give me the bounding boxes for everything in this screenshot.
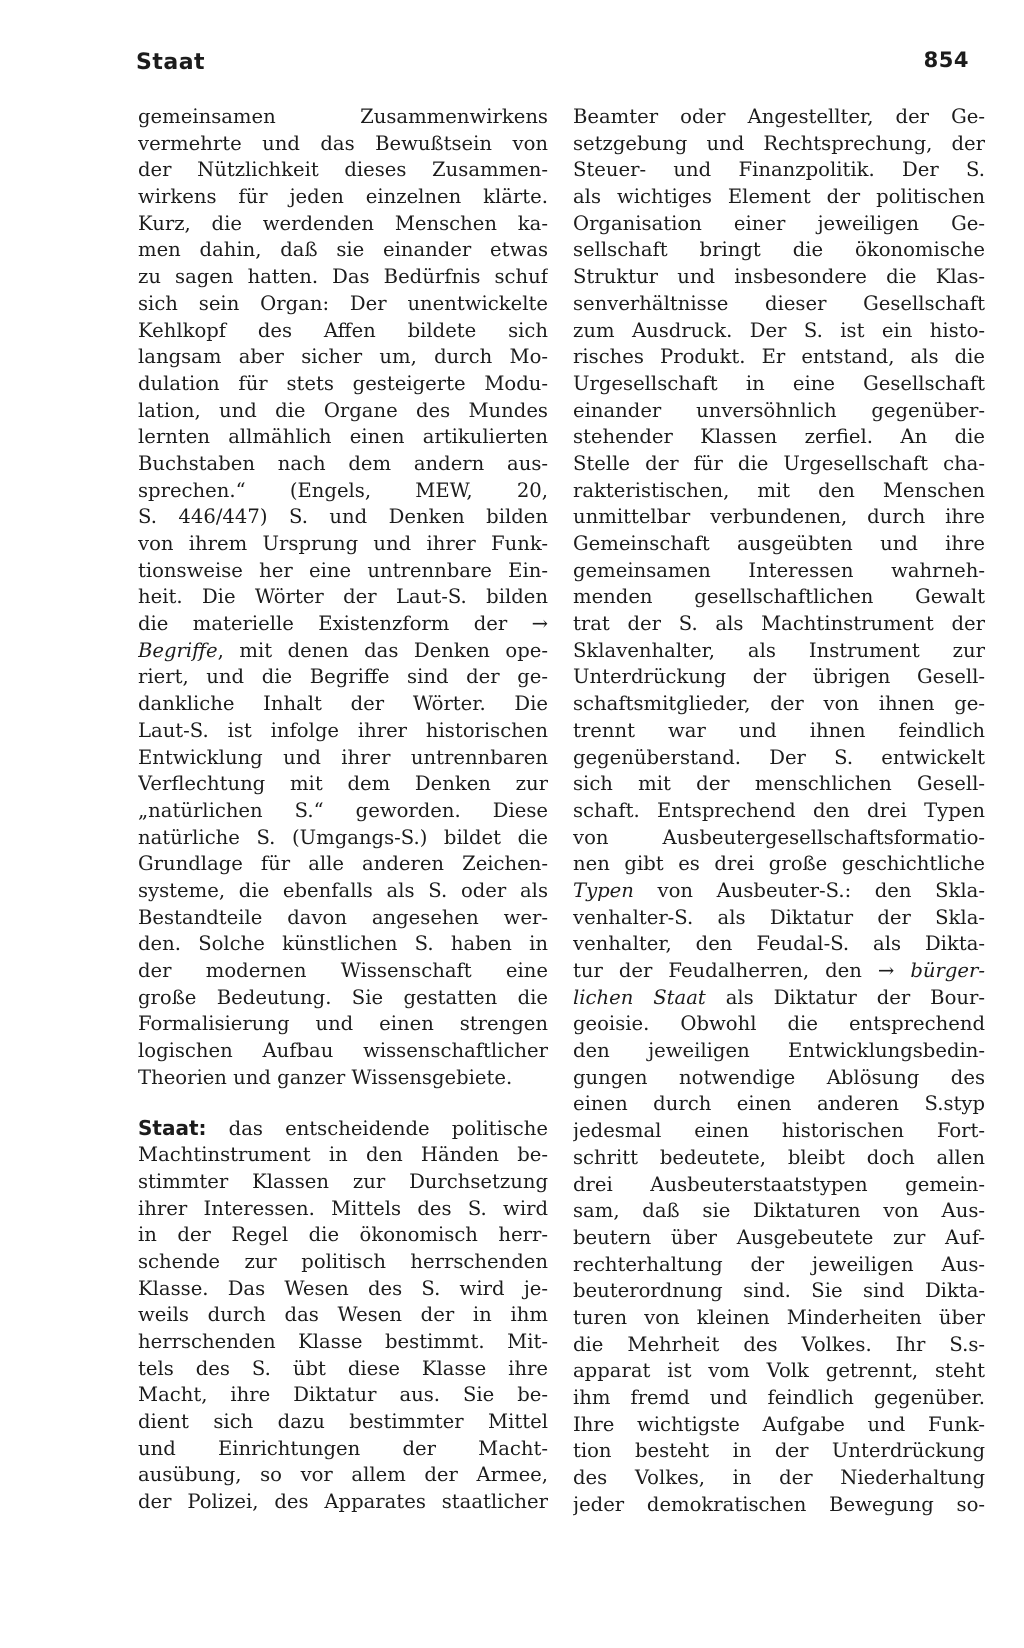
text-line: setzgebung und Rechtsprechung, der bbox=[573, 131, 985, 155]
right-column bbox=[573, 104, 985, 1518]
left-paragraph-continued bbox=[138, 104, 548, 638]
text-line: Formalisierung und einen strengen bbox=[138, 1012, 548, 1036]
left-column bbox=[138, 104, 548, 1516]
text-line: Kehlkopf des Affen bildete sich bbox=[138, 318, 548, 342]
text-line: risches Produkt. Er entstand, als die bbox=[573, 345, 985, 369]
text-line: zum Ausdruck. Der S. ist ein histo- bbox=[573, 318, 985, 342]
text-line: nen gibt es drei große geschichtliche bbox=[573, 852, 985, 876]
text-line: Verflechtung mit dem Denken zur bbox=[138, 772, 548, 796]
text-line: Sklavenhalter, als Instrument zur bbox=[573, 638, 985, 662]
right-paragraph-3 bbox=[573, 1011, 985, 1518]
text-line: schritt bedeutete, bleibt doch allen bbox=[573, 1145, 985, 1169]
text-line: venhalter-S. als Diktatur der Skla- bbox=[573, 905, 985, 929]
text-line: Entwicklung und ihrer untrennbaren bbox=[138, 745, 548, 769]
text-line: lichen Staat als Diktatur der Bour- bbox=[573, 985, 985, 1009]
text-line: lernten allmählich einen artikulierten bbox=[138, 425, 548, 449]
text-line: Beamter oder Angestellter, der Ge- bbox=[573, 105, 985, 128]
text-line: sellschaft bringt die ökonomische bbox=[573, 238, 985, 262]
text-line: sam, daß sie Diktaturen von Aus- bbox=[573, 1199, 985, 1223]
text-line: venhalter, den Feudal-S. als Dikta- bbox=[573, 932, 985, 956]
text-line: dulation für stets gesteigerte Modu- bbox=[138, 371, 548, 395]
text-line: trat der S. als Machtinstrument der bbox=[573, 612, 985, 636]
text-line: drei Ausbeuterstaatstypen gemein- bbox=[573, 1172, 985, 1196]
text-line: lation, und die Organe des Mundes bbox=[138, 398, 548, 422]
text-line: von Ausbeutergesellschaftsformatio- bbox=[573, 825, 985, 849]
text-line: Machtinstrument in den Händen be- bbox=[138, 1143, 548, 1167]
text-line: Steuer- und Finanzpolitik. Der S. bbox=[573, 158, 985, 182]
italic-term-typen: Typen bbox=[573, 878, 634, 902]
text-line: Grundlage für alle anderen Zeichen- bbox=[138, 852, 548, 876]
entry-staat-body bbox=[138, 1142, 548, 1516]
text-line: sprechen.“ (Engels, MEW, 20, bbox=[138, 478, 548, 502]
text-line: unmittelbar verbundenen, durch ihre bbox=[573, 505, 985, 529]
text-line: dient sich dazu bestimmter Mittel bbox=[138, 1410, 548, 1433]
text-line: beutern über Ausgebeutete zur Auf- bbox=[573, 1225, 985, 1249]
text-line: des Volkes, in der Niederhaltung bbox=[573, 1466, 985, 1490]
text-line: S. 446/447) S. und Denken bilden bbox=[138, 505, 548, 529]
text-line: der Polizei, des Apparates staatlicher bbox=[138, 1490, 548, 1514]
text-line: beuterordnung sind. Sie sind Dikta- bbox=[573, 1279, 985, 1303]
text-line: von ihrem Ursprung und ihrer Funk- bbox=[138, 532, 548, 555]
text-line: und Einrichtungen der Macht- bbox=[138, 1436, 548, 1460]
text-line: der Nützlichkeit dieses Zusammen- bbox=[138, 158, 548, 182]
text-line: tion besteht in der Unterdrückung bbox=[573, 1439, 985, 1463]
text-line: gemeinsamen Zusammenwirkens bbox=[138, 105, 548, 128]
text-line: sich sein Organ: Der unentwickelte bbox=[138, 291, 548, 315]
right-paragraph-2 bbox=[573, 905, 985, 958]
text-line: tels des S. übt diese Klasse ihre bbox=[138, 1356, 548, 1380]
text-line: Laut-S. ist infolge ihrer historischen bbox=[138, 718, 548, 742]
text-line: gegenüberstand. Der S. entwickelt bbox=[573, 745, 985, 769]
text-line: stimmter Klassen zur Durchsetzung bbox=[138, 1169, 548, 1193]
text-line: „natürlichen S.“ geworden. Diese bbox=[138, 798, 548, 822]
text-line: einander unversöhnlich gegenüber- bbox=[573, 398, 985, 422]
text-line: den jeweiligen Entwicklungsbedin- bbox=[573, 1039, 985, 1063]
text-line: in der Regel die ökonomisch herr- bbox=[138, 1223, 548, 1247]
text-line: ausübung, so vor allem der Armee, bbox=[138, 1463, 548, 1487]
text-line: Gemeinschaft ausgeübten und ihre bbox=[573, 532, 985, 555]
text-line: systeme, die ebenfalls als S. oder als bbox=[138, 878, 548, 902]
text-line: gemeinsamen Interessen wahrneh- bbox=[573, 558, 985, 582]
text-line: einen durch einen anderen S.styp bbox=[573, 1092, 985, 1116]
text-line: gungen notwendige Ablösung des bbox=[573, 1065, 985, 1089]
text-line: langsam aber sicher um, durch Mo- bbox=[138, 345, 548, 369]
text-line: der modernen Wissenschaft eine bbox=[138, 959, 548, 982]
text-line: apparat ist vom Volk getrennt, steht bbox=[573, 1359, 985, 1383]
text-line: sich mit der menschlichen Gesell- bbox=[573, 772, 985, 796]
text-line: ihm fremd und feindlich gegenüber. bbox=[573, 1386, 985, 1409]
text-line: zu sagen hatten. Das Bedürfnis schuf bbox=[138, 265, 548, 289]
text-line: Bestandteile davon angesehen wer- bbox=[138, 905, 548, 929]
text-line: die materielle Existenzform der → bbox=[138, 612, 548, 636]
text-line: die Mehrheit des Volkes. Ihr S.s- bbox=[573, 1332, 985, 1356]
text-line: turen von kleinen Minderheiten über bbox=[573, 1305, 985, 1329]
text-line: Kurz, die werdenden Menschen ka- bbox=[138, 211, 548, 235]
text-line: Urgesellschaft in eine Gesellschaft bbox=[573, 371, 985, 395]
text-line: Ihre wichtigste Aufgabe und Funk- bbox=[573, 1412, 985, 1436]
text-line: rechterhaltung der jeweiligen Aus- bbox=[573, 1252, 985, 1276]
text-line: große Bedeutung. Sie gestatten die bbox=[138, 985, 548, 1009]
text-line: Organisation einer jeweiligen Ge- bbox=[573, 211, 985, 235]
text-line: Unterdrückung der übrigen Gesell- bbox=[573, 665, 985, 689]
text-line: Typen von Ausbeuter-S.: den Skla- bbox=[573, 878, 985, 902]
text-line: Struktur und insbesondere die Klas- bbox=[573, 265, 985, 289]
entry-headword: Staat: bbox=[138, 1116, 207, 1141]
text-line: dankliche Inhalt der Wörter. Die bbox=[138, 692, 548, 716]
text-line: herrschenden Klasse bestimmt. Mit- bbox=[138, 1329, 548, 1353]
text-line: den. Solche künstlichen S. haben in bbox=[138, 932, 548, 956]
text-line: men dahin, daß sie einander etwas bbox=[138, 238, 548, 262]
text-line: weils durch das Wesen der in ihm bbox=[138, 1303, 548, 1327]
italic-term-begriffe: Begriffe bbox=[138, 638, 218, 662]
page-number: 854 bbox=[923, 48, 969, 72]
text-line: jeder demokratischen Bewegung so- bbox=[573, 1492, 985, 1516]
running-title: Staat bbox=[136, 50, 206, 75]
text-line: riert, und die Begriffe sind der ge- bbox=[138, 665, 548, 689]
italic-term-buerger: bürger- bbox=[910, 959, 985, 982]
text-line: Buchstaben nach dem andern aus- bbox=[138, 451, 548, 475]
text-line: schaftsmitglieder, der von ihnen ge- bbox=[573, 692, 985, 716]
text-line: stehender Klassen zerfiel. An die bbox=[573, 425, 985, 449]
entry-first-line: Staat: das entscheidende politische bbox=[138, 1116, 548, 1141]
text-line: trennt war und ihnen feindlich bbox=[573, 718, 985, 742]
text-line: natürliche S. (Umgangs-S.) bildet die bbox=[138, 825, 548, 849]
text-line: Macht, ihre Diktatur aus. Sie be- bbox=[138, 1383, 548, 1407]
text-line: als wichtiges Element der politischen bbox=[573, 185, 985, 209]
text-line: logischen Aufbau wissenschaftlicher bbox=[138, 1039, 548, 1063]
text-line: jedesmal einen historischen Fort- bbox=[573, 1119, 985, 1143]
text-line: Theorien und ganzer Wissensgebiete. bbox=[138, 1065, 513, 1089]
text-line: wirkens für jeden einzelnen klärte. bbox=[138, 185, 548, 209]
text-line: schende zur politisch herrschenden bbox=[138, 1249, 548, 1273]
text-line: heit. Die Wörter der Laut-S. bilden bbox=[138, 585, 548, 609]
right-paragraph-1 bbox=[573, 104, 985, 878]
text-line: menden gesellschaftlichen Gewalt bbox=[573, 585, 985, 609]
text-line: Klasse. Das Wesen des S. wird je- bbox=[138, 1276, 548, 1300]
text-line: schaft. Entsprechend den drei Typen bbox=[573, 798, 985, 822]
left-paragraph-continued-2 bbox=[138, 664, 548, 1091]
text-line: tionsweise her eine untrennbare Ein- bbox=[138, 558, 548, 582]
italic-term-lichen-staat: lichen Staat bbox=[573, 985, 706, 1009]
text-line: Stelle der für die Urgesellschaft cha- bbox=[573, 451, 985, 475]
text-line: tur der Feudalherren, den → bürger- bbox=[573, 959, 985, 982]
text-line: ihrer Interessen. Mittels des S. wird bbox=[138, 1196, 548, 1220]
text-line: rakteristischen, mit den Menschen bbox=[573, 478, 985, 502]
text-line: Begriffe, mit denen das Denken ope- bbox=[138, 638, 548, 662]
text-line: vermehrte und das Bewußtsein von bbox=[138, 131, 548, 155]
text-line: senverhältnisse dieser Gesellschaft bbox=[573, 291, 985, 315]
text-line: geoisie. Obwohl die entsprechend bbox=[573, 1012, 985, 1036]
